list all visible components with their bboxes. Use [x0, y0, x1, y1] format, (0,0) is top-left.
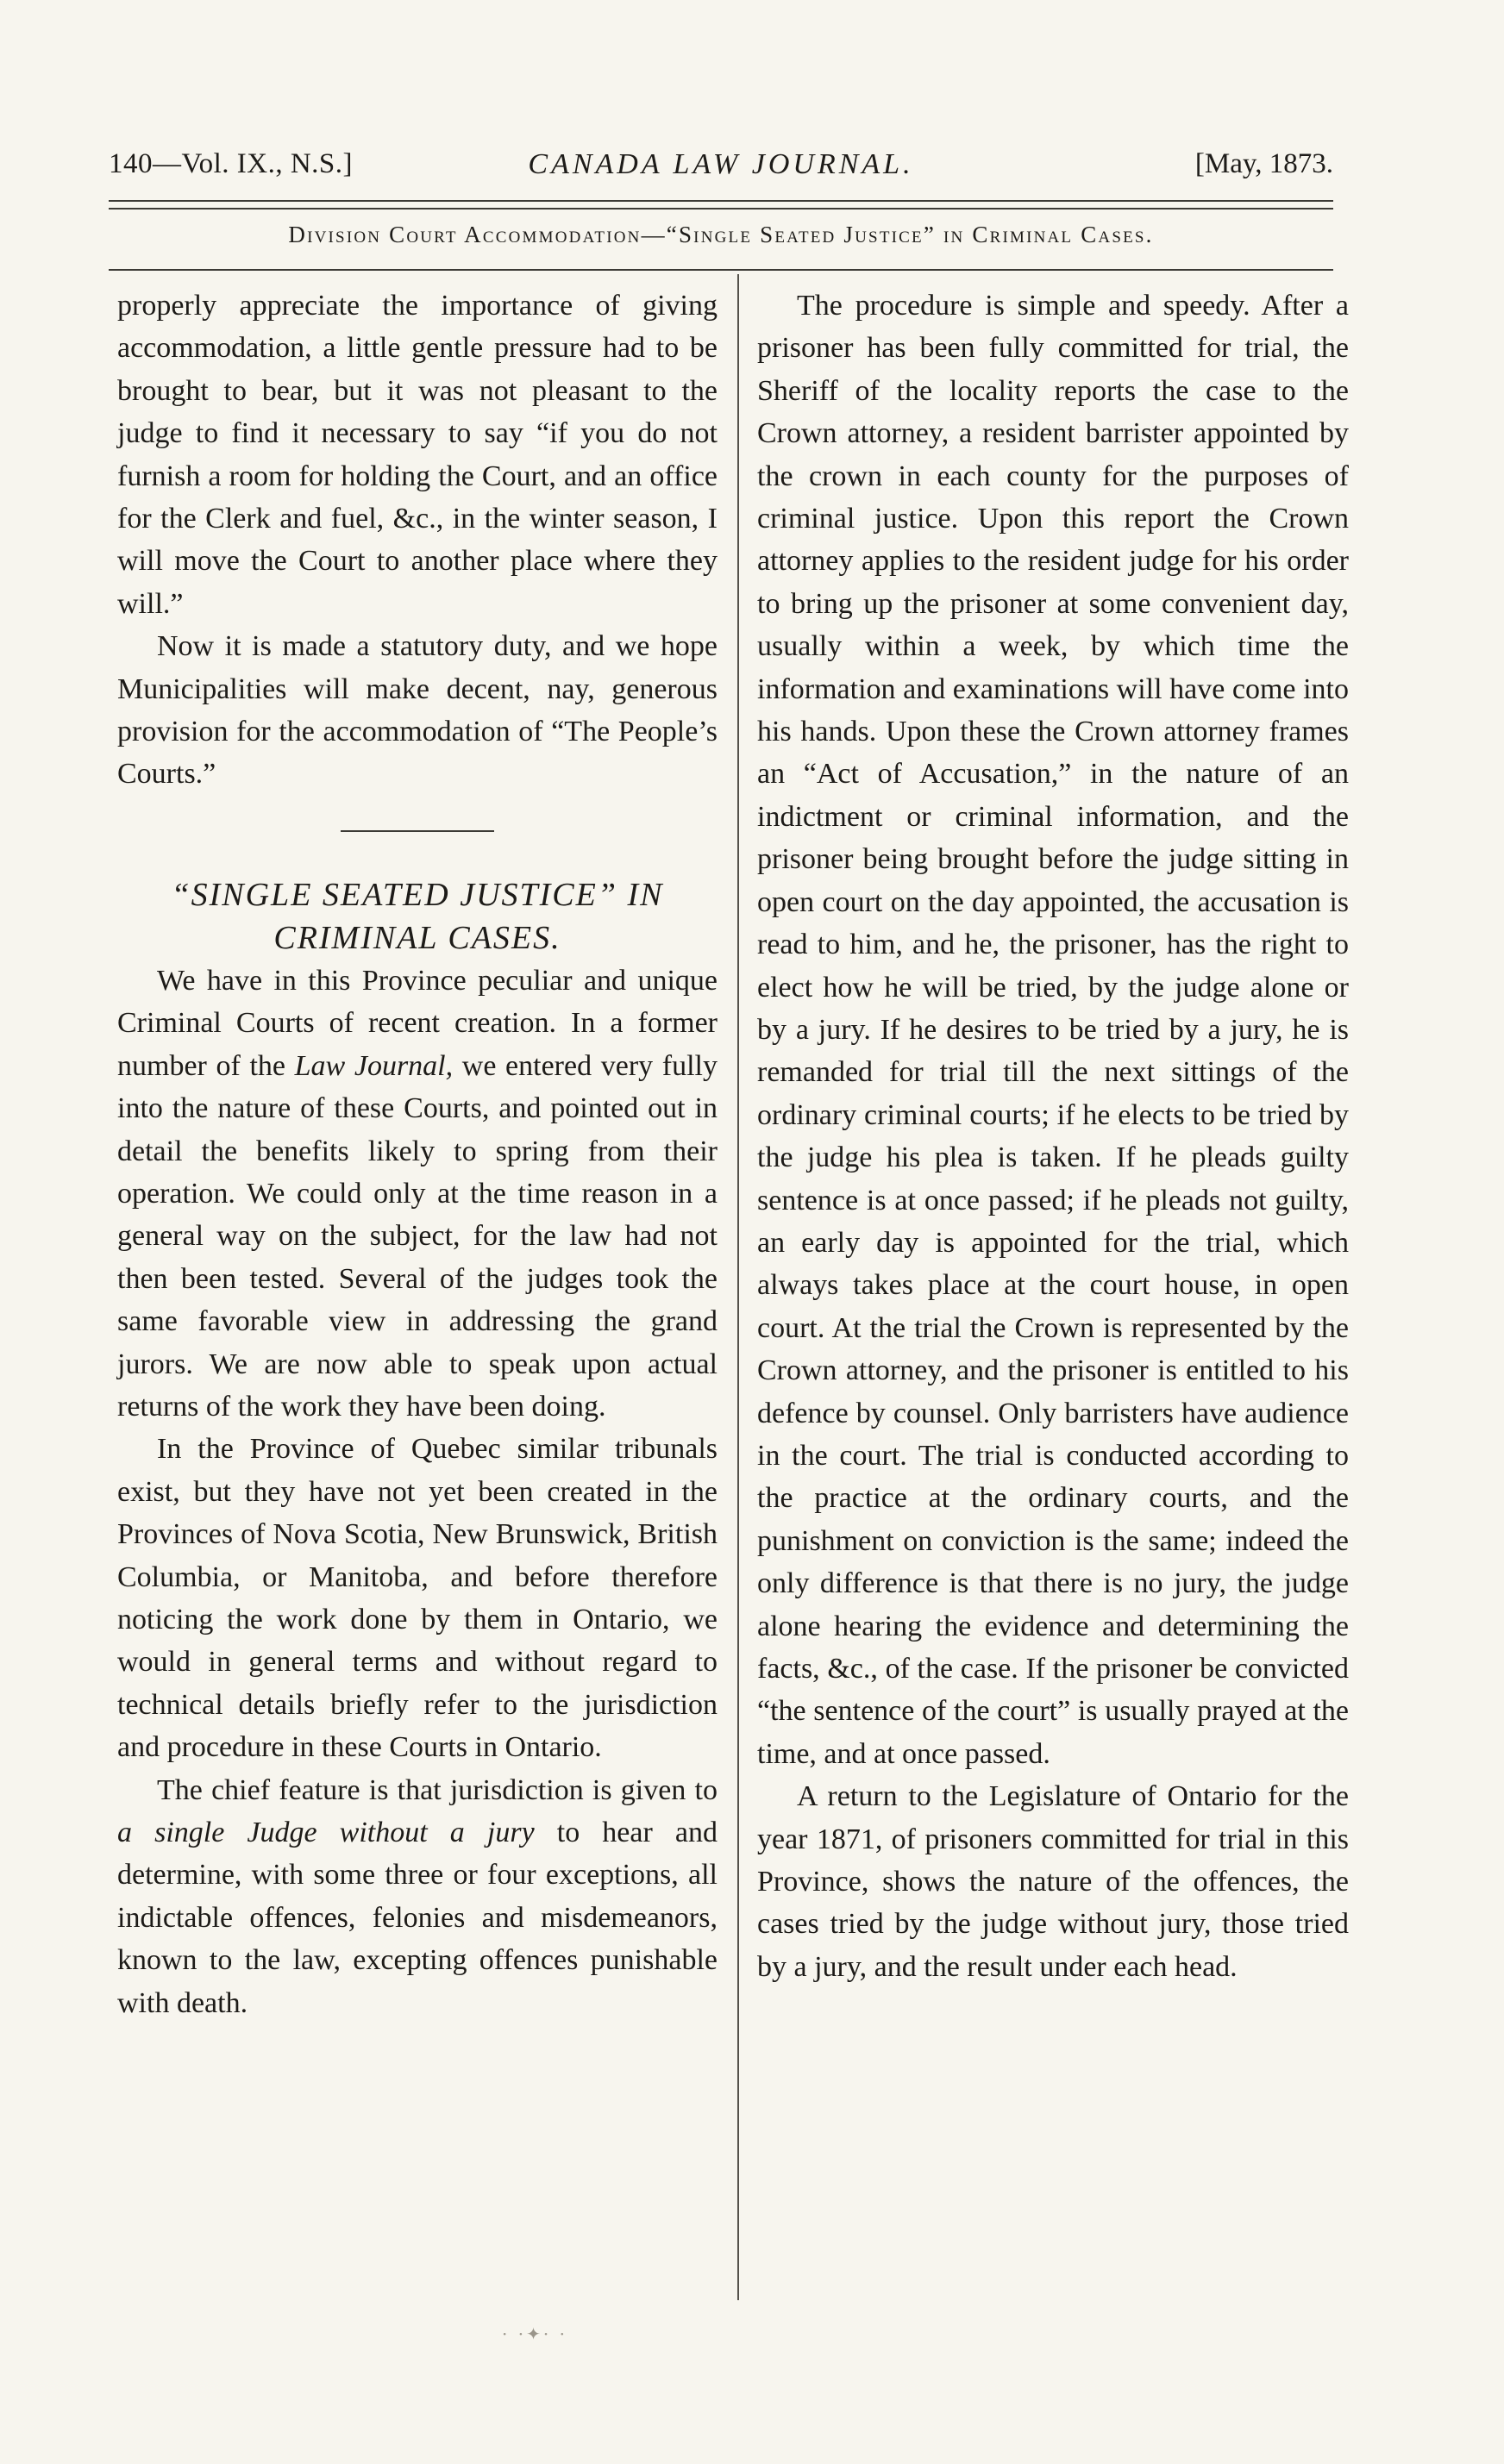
section-title-line: CRIMINAL CASES. [273, 919, 561, 956]
text-run: we entered very fully into the nature of these Courts, and pointed out in detail the benefits likely to spring from their operation. We could only at the time reason in a general way on the subject, for the law had not then been tested. Several of the judges took the same favorable view in addressing the grand jurors. We are now able to speak upon actual returns of the work they have been doing. [117, 1049, 718, 1423]
text-run: to hear and determine, with some three or four exceptions, all indictable offences, felonies and misdemeanors, known to the law, excepting offences punishable with death. [117, 1817, 718, 2019]
paragraph: In the Province of Quebec similar tribunals exist, but they have not yet been created in the Provinces of Nova Scotia, New Brunswick, British Columbia, or Manitoba, and before therefore noticing the work done by them in Ontario, we would in general terms and without regard to technical details briefly refer to the jurisdiction and procedure in these Courts in Ontario. [117, 1433, 718, 1764]
italic-text: a single Judge without a jury [117, 1817, 535, 1848]
paragraph: properly appreciate the importance of giving accommodation, a little gentle pressure had to be brought to bear, but it was not pleasant to the judge to find it necessary to say “if you do not furnish a room for holding the Court, and an office for the Clerk and fuel, &c., in the winter season, I will move the Court to another place where they will.” [117, 290, 718, 620]
section-title-line: “SINGLE SEATED JUSTICE” IN [171, 876, 664, 913]
printer-ornament: · ·✦· · [502, 2323, 567, 2344]
section-divider [341, 830, 494, 832]
issue-date: [May, 1873. [1194, 148, 1333, 179]
text-run: We have in this Province peculiar and unique Criminal Courts of recent creation. In a former number of the [117, 964, 718, 1082]
paragraph [117, 1769, 718, 2024]
page-subheading: Division Court Accommodation—“Single Seated Justice” in Criminal Cases. [288, 222, 1154, 247]
left-column [117, 285, 718, 2024]
right-column [757, 285, 1349, 1988]
paragraph [117, 960, 718, 1428]
text-run: The chief feature is that jurisdiction is given to [157, 1773, 718, 1806]
column-divider [737, 274, 739, 2300]
section-title [117, 873, 718, 960]
subheading-rule [109, 269, 1333, 271]
paragraph: A return to the Legislature of Ontario for the year 1871, of prisoners committed for trial in this Province, shows the nature of the offences, the cases tried by the judge without jury, those tried by a jury, and the result under each head. [757, 1780, 1349, 1983]
running-header [109, 148, 1333, 191]
paragraph: Now it is made a statutory duty, and we hope Municipalities will make decent, nay, generous provision for the accommodation of “The People’s Courts.” [117, 630, 718, 791]
journal-title: CANADA LAW JOURNAL. [528, 148, 914, 180]
paragraph: The procedure is simple and speedy. After a prisoner has been fully committed for trial, the Sheriff of the locality reports the case to the Crown attorney, a resident barrister appointed by the crown in each county for the purposes of criminal justice. Upon this report the Crown attorney applies to the resident judge for his order to bring up the prisoner at some convenient day, usually within a week, by which time the information and examinations will have come into his hands. Upon these the Crown attorney frames an “Act of Accusation,” in the nature of an indictment or criminal information, and the prisoner being brought before the judge sitting in open court on the day appointed, the accusation is read to him, and he, the prisoner, has the right to elect how he will be tried, by the judge alone or by a jury. If he desires to be tried by a jury, he is remanded for trial till the next sittings of the ordinary criminal courts; if he elects to be tried by the judge his plea is taken. If he pleads guilty sentence is at once passed; if he pleads not guilty, an early day is appointed for the trial, which always takes place at the court house, in open court. At the trial the Crown is represented by the Crown attorney, and the prisoner is entitled to his defence by counsel. Only barristers have audience in the court. The trial is conducted according to the practice at the ordinary courts, and the punishment on conviction is the same; indeed the only difference is that there is no jury, the judge alone hearing the evidence and determining the facts, &c., of the case. If the prisoner be convicted “the sentence of the court” is usually prayed at the time, and at once passed. [757, 290, 1349, 1770]
header-rule-top [109, 200, 1333, 202]
header-rule-bottom [109, 208, 1333, 210]
page-reference: 140—Vol. IX., N.S.] [109, 148, 353, 179]
italic-text: Law Journal, [294, 1049, 454, 1082]
